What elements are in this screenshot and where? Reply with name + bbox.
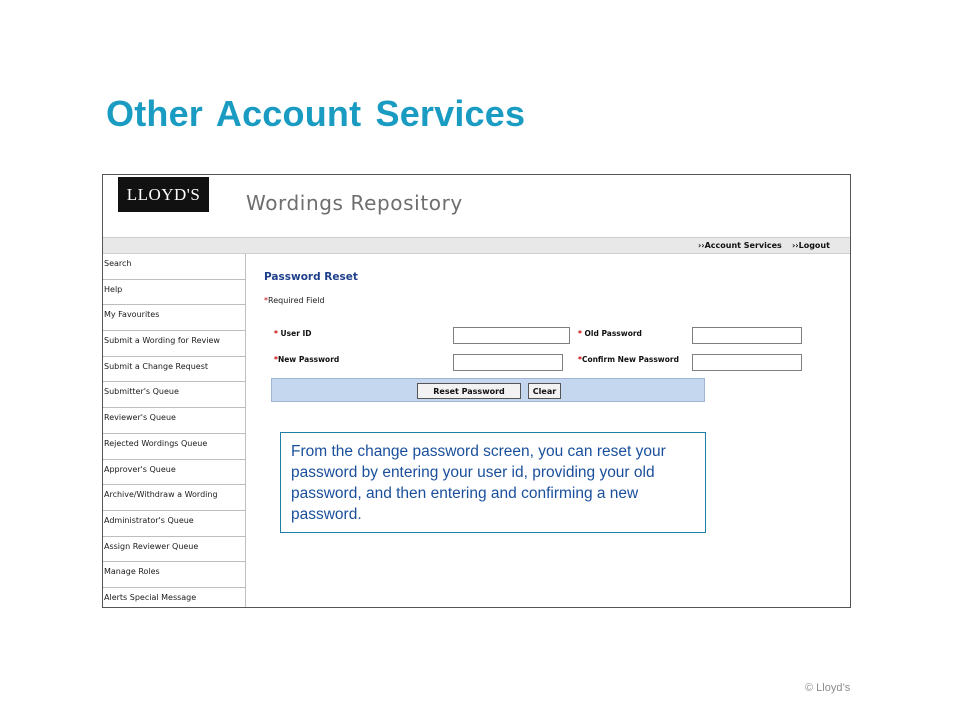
required-field-note (264, 296, 325, 305)
confirm-password-label (578, 355, 679, 364)
form-title: Password Reset (264, 271, 358, 283)
form-button-bar (271, 378, 705, 402)
explanation-callout: From the change password screen, you can reset your password by entering your user id, providing your old password, and then entering and confirming a new password. (280, 432, 706, 533)
account-services-link[interactable]: ››Account Services (698, 241, 782, 250)
slide-title: Other Account Services (106, 93, 526, 134)
app-title: Wordings Repository (246, 191, 463, 215)
app-window (102, 174, 851, 608)
copyright-notice: © Lloyd’s (805, 682, 851, 694)
sidebar-item-submit-wording[interactable]: Submit a Wording for Review (103, 331, 245, 357)
sidebar-item-administrators-queue[interactable]: Administrator's Queue (103, 511, 245, 537)
new-password-input[interactable] (453, 354, 563, 371)
sidebar-item-my-favourites[interactable]: My Favourites (103, 305, 245, 331)
required-star: * (578, 329, 582, 338)
user-id-label-text: User ID (277, 329, 312, 338)
old-password-input[interactable] (692, 327, 802, 344)
required-star: * (578, 355, 582, 364)
old-password-label-text: Old Password (581, 329, 642, 338)
new-password-label (274, 355, 339, 364)
sidebar-item-submitters-queue[interactable]: Submitter's Queue (103, 382, 245, 408)
top-nav-bar (103, 237, 850, 254)
sidebar-menu (103, 254, 246, 608)
sidebar-item-search[interactable]: Search (103, 254, 245, 280)
sidebar-item-help[interactable]: Help (103, 280, 245, 306)
required-field-text: Required Field (268, 296, 325, 305)
user-id-input[interactable] (453, 327, 570, 344)
clear-button[interactable]: Clear (528, 383, 561, 399)
user-id-label (274, 329, 312, 338)
old-password-label (578, 329, 642, 338)
confirm-password-label-text: Confirm New Password (581, 355, 679, 364)
sidebar-item-manage-roles[interactable]: Manage Roles (103, 562, 245, 588)
password-reset-panel (247, 254, 850, 607)
required-star: * (274, 329, 278, 338)
required-star: * (264, 296, 268, 305)
sidebar-item-archive-withdraw[interactable]: Archive/Withdraw a Wording (103, 485, 245, 511)
sidebar-item-submit-change-request[interactable]: Submit a Change Request (103, 357, 245, 383)
sidebar-item-approvers-queue[interactable]: Approver's Queue (103, 460, 245, 486)
sidebar-item-alerts-special-message[interactable]: Alerts Special Message (104, 592, 197, 602)
lloyds-logo[interactable]: LLOYD'S (118, 177, 209, 212)
sidebar-item-assign-reviewer-queue[interactable]: Assign Reviewer Queue (103, 537, 245, 563)
required-star: * (274, 355, 278, 364)
confirm-password-input[interactable] (692, 354, 802, 371)
logout-link[interactable]: ››Logout (792, 241, 830, 250)
app-header (103, 175, 850, 237)
sidebar-item-rejected-wordings-queue[interactable]: Rejected Wordings Queue (103, 434, 245, 460)
new-password-label-text: New Password (277, 355, 340, 364)
reset-password-button[interactable]: Reset Password (417, 383, 521, 399)
sidebar-item-reviewers-queue[interactable]: Reviewer's Queue (103, 408, 245, 434)
